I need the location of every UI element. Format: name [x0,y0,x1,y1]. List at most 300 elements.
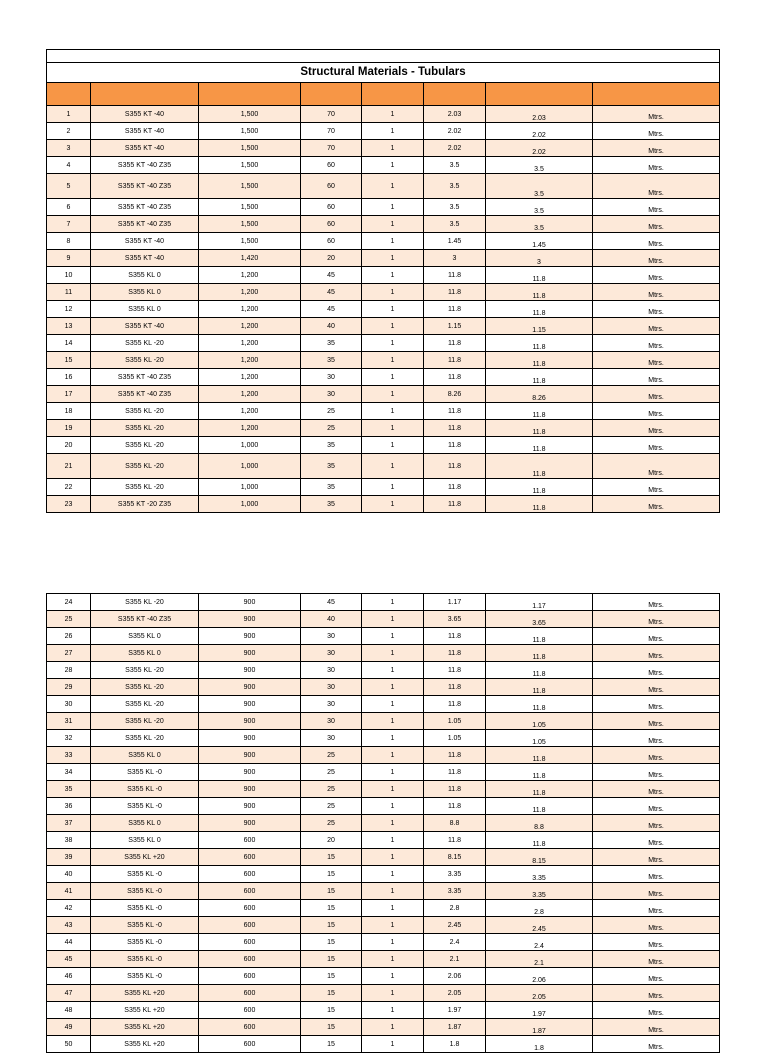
unit-cell: Mtrs. [593,747,720,764]
thickness-cell: 15 [301,934,362,951]
total-length-cell: 1.87 [486,1019,593,1036]
unit-cell: Mtrs. [593,645,720,662]
table-row [47,713,720,730]
quantity-cell: 1 [362,730,424,747]
total-length-cell: 11.8 [486,403,593,420]
quantity-cell: 1 [362,747,424,764]
header-cell-col4 [301,83,362,106]
unit-cell: Mtrs. [593,335,720,352]
quantity-cell: 1 [362,479,424,496]
length-cell: 11.8 [424,301,486,318]
row-number-cell: 11 [47,284,91,301]
quantity-cell: 1 [362,900,424,917]
total-length-cell: 11.8 [486,696,593,713]
grade-cell: S355 KT -40 Z35 [91,157,199,174]
diameter-cell: 600 [199,849,301,866]
total-length-cell: 8.8 [486,815,593,832]
table-row [47,199,720,216]
total-length-cell: 1.05 [486,713,593,730]
diameter-cell: 600 [199,900,301,917]
diameter-cell: 900 [199,713,301,730]
length-cell: 11.8 [424,832,486,849]
diameter-cell: 600 [199,1019,301,1036]
grade-cell: S355 KL -20 [91,420,199,437]
total-length-cell: 1.17 [486,594,593,611]
diameter-cell: 1,500 [199,140,301,157]
thickness-cell: 30 [301,628,362,645]
grade-cell: S355 KL -0 [91,764,199,781]
table-row [47,662,720,679]
thickness-cell: 45 [301,594,362,611]
unit-cell: Mtrs. [593,1019,720,1036]
quantity-cell: 1 [362,662,424,679]
header-cell-col5 [362,83,424,106]
quantity-cell: 1 [362,106,424,123]
thickness-cell: 60 [301,199,362,216]
unit-cell: Mtrs. [593,284,720,301]
thickness-cell: 25 [301,764,362,781]
diameter-cell: 1,200 [199,386,301,403]
grade-cell: S355 KL -0 [91,917,199,934]
length-cell: 11.8 [424,696,486,713]
table-row [47,951,720,968]
length-cell: 2.45 [424,917,486,934]
unit-cell: Mtrs. [593,917,720,934]
quantity-cell: 1 [362,216,424,233]
thickness-cell: 60 [301,157,362,174]
row-number-cell: 32 [47,730,91,747]
diameter-cell: 1,200 [199,301,301,318]
thickness-cell: 30 [301,369,362,386]
diameter-cell: 600 [199,951,301,968]
thickness-cell: 35 [301,335,362,352]
diameter-cell: 600 [199,883,301,900]
header-cell-grade [91,83,199,106]
length-cell: 8.8 [424,815,486,832]
total-length-cell: 2.02 [486,140,593,157]
table-row [47,437,720,454]
table-row [47,968,720,985]
thickness-cell: 15 [301,1019,362,1036]
unit-cell: Mtrs. [593,968,720,985]
length-cell: 1.05 [424,713,486,730]
total-length-cell: 11.8 [486,437,593,454]
grade-cell: S355 KL -20 [91,696,199,713]
length-cell: 1.8 [424,1036,486,1053]
length-cell: 3.5 [424,174,486,199]
unit-cell: Mtrs. [593,174,720,199]
total-length-cell: 3.5 [486,174,593,199]
header-row [47,83,720,106]
row-number-cell: 42 [47,900,91,917]
diameter-cell: 1,000 [199,437,301,454]
table-row [47,985,720,1002]
diameter-cell: 1,000 [199,454,301,479]
length-cell: 11.8 [424,369,486,386]
quantity-cell: 1 [362,696,424,713]
quantity-cell: 1 [362,917,424,934]
thickness-cell: 15 [301,1036,362,1053]
total-length-cell: 2.03 [486,106,593,123]
total-length-cell: 11.8 [486,284,593,301]
thickness-cell: 25 [301,420,362,437]
length-cell: 1.97 [424,1002,486,1019]
length-cell: 2.4 [424,934,486,951]
diameter-cell: 1,200 [199,318,301,335]
length-cell: 3.5 [424,157,486,174]
table-row [47,730,720,747]
diameter-cell: 1,420 [199,250,301,267]
table-row [47,815,720,832]
row-number-cell: 30 [47,696,91,713]
diameter-cell: 600 [199,917,301,934]
diameter-cell: 900 [199,730,301,747]
quantity-cell: 1 [362,713,424,730]
unit-cell: Mtrs. [593,140,720,157]
thickness-cell: 70 [301,106,362,123]
thickness-cell: 20 [301,832,362,849]
table-row [47,233,720,250]
unit-cell: Mtrs. [593,157,720,174]
grade-cell: S355 KL -0 [91,883,199,900]
diameter-cell: 900 [199,747,301,764]
diameter-cell: 1,500 [199,157,301,174]
unit-cell: Mtrs. [593,1002,720,1019]
length-cell: 11.8 [424,764,486,781]
total-length-cell: 3.35 [486,866,593,883]
total-length-cell: 3.65 [486,611,593,628]
length-cell: 11.8 [424,679,486,696]
table-row [47,611,720,628]
total-length-cell: 11.8 [486,832,593,849]
length-cell: 2.03 [424,106,486,123]
table-row [47,866,720,883]
grade-cell: S355 KL 0 [91,645,199,662]
total-length-cell: 11.8 [486,352,593,369]
quantity-cell: 1 [362,679,424,696]
row-number-cell: 1 [47,106,91,123]
length-cell: 3 [424,250,486,267]
thickness-cell: 60 [301,233,362,250]
row-number-cell: 38 [47,832,91,849]
quantity-cell: 1 [362,628,424,645]
unit-cell: Mtrs. [593,781,720,798]
total-length-cell: 11.8 [486,335,593,352]
grade-cell: S355 KL +20 [91,1036,199,1053]
thickness-cell: 60 [301,174,362,199]
table-row [47,403,720,420]
grade-cell: S355 KT -40 Z35 [91,174,199,199]
quantity-cell: 1 [362,199,424,216]
diameter-cell: 600 [199,832,301,849]
unit-cell: Mtrs. [593,696,720,713]
tubulars-table-part-1 [46,49,720,513]
total-length-cell: 2.06 [486,968,593,985]
length-cell: 3.65 [424,611,486,628]
table-row [47,479,720,496]
diameter-cell: 1,500 [199,199,301,216]
grade-cell: S355 KL -0 [91,951,199,968]
row-number-cell: 3 [47,140,91,157]
quantity-cell: 1 [362,781,424,798]
total-length-cell: 11.8 [486,369,593,386]
total-length-cell: 1.97 [486,1002,593,1019]
row-number-cell: 2 [47,123,91,140]
row-number-cell: 18 [47,403,91,420]
length-cell: 11.8 [424,267,486,284]
diameter-cell: 900 [199,662,301,679]
quantity-cell: 1 [362,352,424,369]
unit-cell: Mtrs. [593,815,720,832]
length-cell: 3.5 [424,199,486,216]
diameter-cell: 1,200 [199,267,301,284]
thickness-cell: 70 [301,123,362,140]
length-cell: 11.8 [424,496,486,513]
unit-cell: Mtrs. [593,866,720,883]
table-row [47,1019,720,1036]
diameter-cell: 1,200 [199,335,301,352]
table-row [47,301,720,318]
grade-cell: S355 KL -0 [91,968,199,985]
unit-cell: Mtrs. [593,233,720,250]
row-number-cell: 15 [47,352,91,369]
total-length-cell: 1.8 [486,1036,593,1053]
table-row [47,318,720,335]
length-cell: 11.8 [424,284,486,301]
unit-cell: Mtrs. [593,764,720,781]
row-number-cell: 46 [47,968,91,985]
unit-cell: Mtrs. [593,900,720,917]
row-number-cell: 8 [47,233,91,250]
unit-cell: Mtrs. [593,369,720,386]
row-number-cell: 41 [47,883,91,900]
length-cell: 11.8 [424,645,486,662]
thickness-cell: 45 [301,301,362,318]
length-cell: 11.8 [424,662,486,679]
thickness-cell: 20 [301,250,362,267]
grade-cell: S355 KT -20 Z35 [91,496,199,513]
table-row [47,157,720,174]
table-row [47,628,720,645]
diameter-cell: 1,200 [199,420,301,437]
diameter-cell: 1,500 [199,174,301,199]
thickness-cell: 25 [301,781,362,798]
total-length-cell: 11.8 [486,679,593,696]
thickness-cell: 35 [301,496,362,513]
table-row [47,369,720,386]
diameter-cell: 900 [199,645,301,662]
row-number-cell: 25 [47,611,91,628]
row-number-cell: 27 [47,645,91,662]
grade-cell: S355 KL -20 [91,335,199,352]
diameter-cell: 900 [199,798,301,815]
grade-cell: S355 KL -20 [91,352,199,369]
thickness-cell: 15 [301,883,362,900]
grade-cell: S355 KL -20 [91,479,199,496]
row-number-cell: 24 [47,594,91,611]
grade-cell: S355 KL -0 [91,900,199,917]
total-length-cell: 3.5 [486,199,593,216]
thickness-cell: 30 [301,696,362,713]
table-row [47,123,720,140]
table-row [47,335,720,352]
length-cell: 11.8 [424,403,486,420]
total-length-cell: 11.8 [486,496,593,513]
grade-cell: S355 KL -20 [91,437,199,454]
quantity-cell: 1 [362,815,424,832]
grade-cell: S355 KL 0 [91,284,199,301]
grade-cell: S355 KT -40 [91,106,199,123]
quantity-cell: 1 [362,645,424,662]
unit-cell: Mtrs. [593,106,720,123]
row-number-cell: 19 [47,420,91,437]
total-length-cell: 11.8 [486,645,593,662]
grade-cell: S355 KL -0 [91,798,199,815]
thickness-cell: 25 [301,403,362,420]
quantity-cell: 1 [362,832,424,849]
diameter-cell: 900 [199,815,301,832]
unit-cell: Mtrs. [593,883,720,900]
unit-cell: Mtrs. [593,1036,720,1053]
table-row [47,250,720,267]
table-row [47,454,720,479]
diameter-cell: 1,500 [199,216,301,233]
quantity-cell: 1 [362,866,424,883]
grade-cell: S355 KL -20 [91,662,199,679]
unit-cell: Mtrs. [593,123,720,140]
total-length-cell: 11.8 [486,628,593,645]
total-length-cell: 11.8 [486,662,593,679]
grade-cell: S355 KT -40 Z35 [91,369,199,386]
unit-cell: Mtrs. [593,403,720,420]
diameter-cell: 900 [199,781,301,798]
grade-cell: S355 KL +20 [91,849,199,866]
row-number-cell: 43 [47,917,91,934]
quantity-cell: 1 [362,764,424,781]
length-cell: 11.8 [424,454,486,479]
thickness-cell: 30 [301,645,362,662]
row-number-cell: 40 [47,866,91,883]
quantity-cell: 1 [362,437,424,454]
row-number-cell: 17 [47,386,91,403]
unit-cell: Mtrs. [593,216,720,233]
row-number-cell: 21 [47,454,91,479]
diameter-cell: 1,200 [199,284,301,301]
row-number-cell: 23 [47,496,91,513]
diameter-cell: 600 [199,866,301,883]
thickness-cell: 70 [301,140,362,157]
thickness-cell: 25 [301,798,362,815]
row-number-cell: 28 [47,662,91,679]
total-length-cell: 8.15 [486,849,593,866]
quantity-cell: 1 [362,420,424,437]
unit-cell: Mtrs. [593,267,720,284]
row-number-cell: 36 [47,798,91,815]
thickness-cell: 30 [301,662,362,679]
grade-cell: S355 KL 0 [91,832,199,849]
total-length-cell: 11.8 [486,454,593,479]
row-number-cell: 45 [47,951,91,968]
thickness-cell: 40 [301,611,362,628]
diameter-cell: 900 [199,594,301,611]
row-number-cell: 4 [47,157,91,174]
total-length-cell: 2.45 [486,917,593,934]
table-row [47,696,720,713]
unit-cell: Mtrs. [593,849,720,866]
grade-cell: S355 KT -40 Z35 [91,199,199,216]
grade-cell: S355 KT -40 [91,318,199,335]
quantity-cell: 1 [362,1019,424,1036]
thickness-cell: 15 [301,849,362,866]
row-number-cell: 31 [47,713,91,730]
thickness-cell: 35 [301,352,362,369]
table-row [47,216,720,233]
grade-cell: S355 KL 0 [91,815,199,832]
grade-cell: S355 KL -0 [91,866,199,883]
quantity-cell: 1 [362,454,424,479]
row-number-cell: 50 [47,1036,91,1053]
row-number-cell: 33 [47,747,91,764]
unit-cell: Mtrs. [593,662,720,679]
row-number-cell: 29 [47,679,91,696]
row-number-cell: 48 [47,1002,91,1019]
table-row [47,140,720,157]
row-number-cell: 9 [47,250,91,267]
length-cell: 1.05 [424,730,486,747]
header-cell-col7 [486,83,593,106]
length-cell: 3.35 [424,883,486,900]
length-cell: 11.8 [424,479,486,496]
table-row [47,267,720,284]
thickness-cell: 30 [301,730,362,747]
grade-cell: S355 KT -40 Z35 [91,216,199,233]
quantity-cell: 1 [362,1036,424,1053]
total-length-cell: 3.5 [486,157,593,174]
grade-cell: S355 KT -40 Z35 [91,611,199,628]
total-length-cell: 3.5 [486,216,593,233]
grade-cell: S355 KL -0 [91,934,199,951]
diameter-cell: 1,500 [199,106,301,123]
total-length-cell: 2.8 [486,900,593,917]
unit-cell: Mtrs. [593,628,720,645]
unit-cell: Mtrs. [593,199,720,216]
grade-cell: S355 KT -40 Z35 [91,386,199,403]
thickness-cell: 15 [301,968,362,985]
total-length-cell: 11.8 [486,798,593,815]
thickness-cell: 25 [301,747,362,764]
length-cell: 1.15 [424,318,486,335]
row-number-cell: 7 [47,216,91,233]
grade-cell: S355 KL -20 [91,594,199,611]
table-row [47,1002,720,1019]
table-row [47,420,720,437]
grade-cell: S355 KL 0 [91,301,199,318]
thickness-cell: 15 [301,900,362,917]
thickness-cell: 30 [301,386,362,403]
thickness-cell: 15 [301,917,362,934]
header-cell-no [47,83,91,106]
table-row [47,352,720,369]
row-number-cell: 10 [47,267,91,284]
length-cell: 11.8 [424,352,486,369]
quantity-cell: 1 [362,369,424,386]
grade-cell: S355 KL 0 [91,267,199,284]
diameter-cell: 900 [199,764,301,781]
grade-cell: S355 KL -20 [91,713,199,730]
table-row [47,496,720,513]
grade-cell: S355 KL -20 [91,454,199,479]
row-number-cell: 35 [47,781,91,798]
